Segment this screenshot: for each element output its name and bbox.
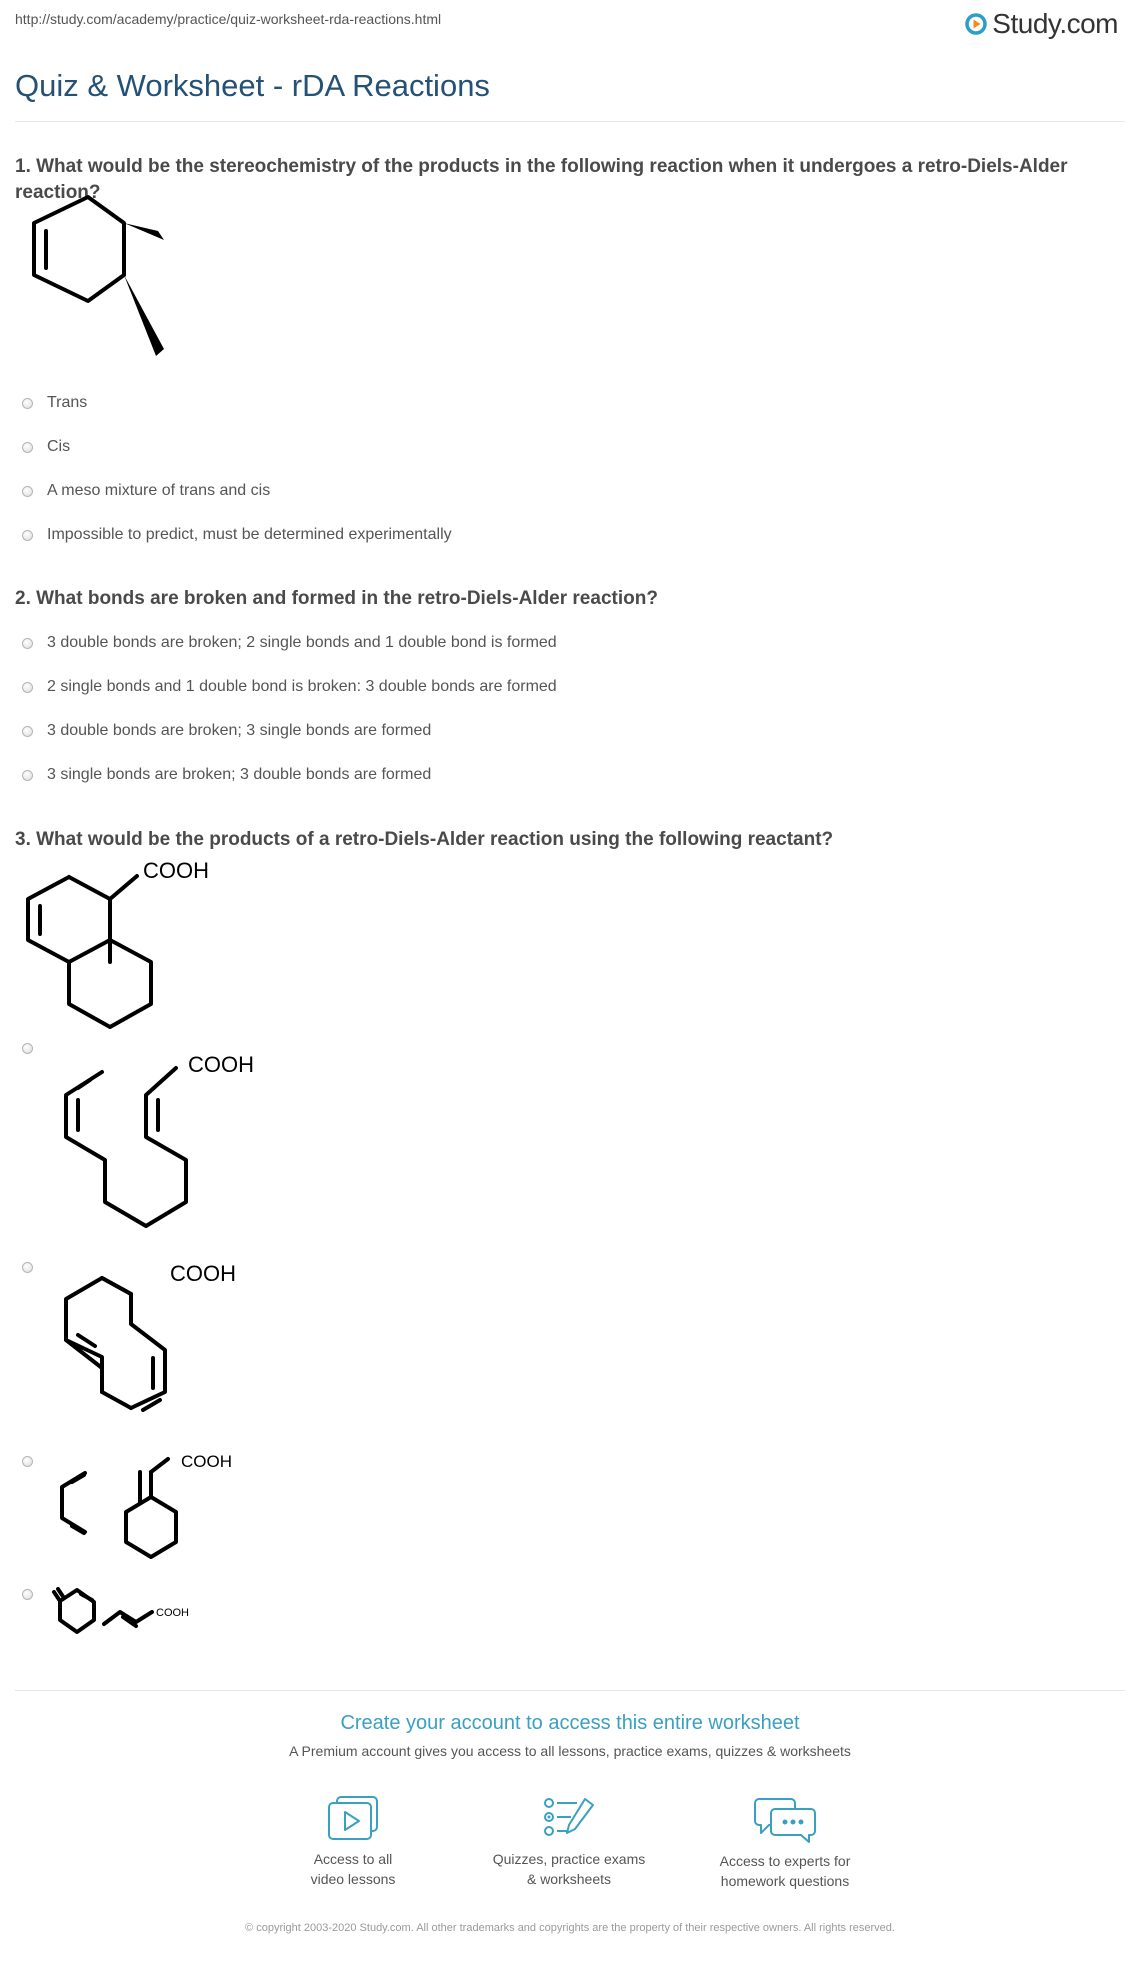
page-title: Quiz & Worksheet - rDA Reactions bbox=[15, 68, 490, 103]
study-play-logo-icon bbox=[965, 13, 987, 35]
cta-title[interactable]: Create your account to access this entire worksheet bbox=[340, 1712, 800, 1734]
page-url: http://study.com/academy/practice/quiz-worksheet-rda-reactions.html bbox=[15, 11, 442, 27]
cta-subtitle: A Premium account gives you access to all lessons, practice exams, quizzes & worksheets bbox=[289, 1743, 851, 1759]
question-3-text: 3. What would be the products of a retro-Diels-Alder reaction using the following reactant? bbox=[15, 829, 834, 850]
q1-option-3[interactable]: A meso mixture of trans and cis bbox=[22, 480, 270, 502]
question-2-text: 2. What bonds are broken and formed in the retro-Diels-Alder reaction? bbox=[15, 588, 658, 609]
q2-option-3[interactable]: 3 double bonds are broken; 3 single bonds are formed bbox=[22, 720, 431, 742]
logo-text: Study.com bbox=[992, 8, 1118, 39]
feature-label: Quizzes, practice exams & worksheets bbox=[492, 1851, 646, 1887]
study-logo[interactable] bbox=[965, 8, 1118, 40]
cooh-label: COOH bbox=[181, 1452, 232, 1471]
q3-option-4-structure bbox=[0, 0, 240, 1650]
video-lessons-icon bbox=[325, 1795, 381, 1841]
q1-option-4[interactable]: Impossible to predict, must be determined experimentally bbox=[22, 524, 452, 546]
feature-label: Access to experts for homework questions bbox=[719, 1853, 851, 1889]
feature-quizzes[interactable] bbox=[469, 1795, 669, 1889]
q1-option-1[interactable]: Trans bbox=[22, 392, 87, 414]
footer-copyright: © copyright 2003-2020 Study.com. All other trademarks and copyrights are the property of their respective owners. All rights reserved. bbox=[245, 1922, 895, 1934]
cooh-label: COOH bbox=[156, 1607, 189, 1619]
cta-divider bbox=[15, 1690, 1125, 1691]
q1-option-2[interactable]: Cis bbox=[22, 436, 70, 458]
cooh-label: COOH bbox=[143, 858, 209, 883]
cooh-label: COOH bbox=[170, 1261, 236, 1286]
expert-chat-icon bbox=[753, 1795, 817, 1843]
q2-option-4[interactable]: 3 single bonds are broken; 3 double bonds are formed bbox=[22, 764, 431, 786]
feature-video-lessons[interactable] bbox=[253, 1795, 453, 1889]
feature-label: Access to all video lessons bbox=[310, 1851, 396, 1887]
q2-option-2[interactable]: 2 single bonds and 1 double bond is broken: 3 double bonds are formed bbox=[22, 676, 557, 698]
question-1-text: 1. What would be the stereochemistry of the products in the following reaction when it undergoes a retro-Diels-Alder reaction? bbox=[15, 156, 1068, 203]
quiz-worksheet-icon bbox=[541, 1795, 597, 1841]
feature-experts[interactable] bbox=[685, 1795, 885, 1891]
cooh-label: COOH bbox=[188, 1052, 254, 1077]
q2-option-1[interactable]: 3 double bonds are broken; 2 single bonds and 1 double bond is formed bbox=[22, 632, 557, 654]
